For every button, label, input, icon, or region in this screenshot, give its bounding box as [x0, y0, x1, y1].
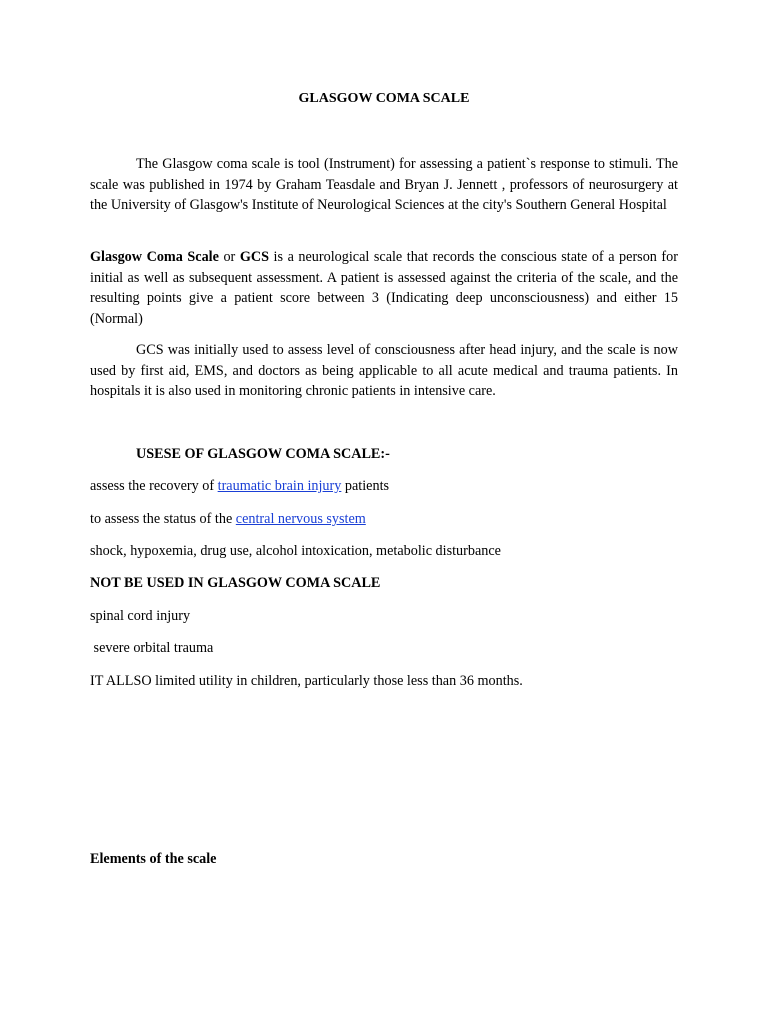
not-used-heading: NOT BE USED IN GLASGOW COMA SCALE: [90, 575, 381, 591]
uses-item-3: shock, hypoxemia, drug use, alcohol intoxication, metabolic disturbance: [90, 543, 501, 559]
uses-item-1-suffix: patients: [341, 478, 390, 494]
uses-item-1: [90, 476, 690, 497]
gcs-definition-text: is a neurological scale that records the conscious state of a person for initial as well as subsequent assessment. A patient is assessed against the criteria of the scale, and the resulting points give a patient score between 3 (Indicating deep unconsciousness) and either 15 (Normal): [90, 249, 678, 327]
term-connector: or: [218, 249, 240, 265]
elements-heading: Elements of the scale: [90, 851, 217, 867]
gcs-definition-paragraph: [90, 247, 678, 329]
not-used-item-3: IT ALLSO limited utility in children, particularly those less than 36 months.: [90, 673, 523, 689]
uses-item-1-prefix: assess the recovery of: [90, 478, 218, 494]
page-title: GLASGOW COMA SCALE: [298, 91, 470, 106]
intro-paragraph: The Glasgow coma scale is tool (Instrument) for assessing a patient`s response to stimuli. The scale was published in 1974 by Graham Teasdale and Bryan J. Jennett , professors of neurosurgery at the University of Glasgow's Institute of Neurological Sciences at the city's Southern General Hospital: [90, 156, 678, 213]
term-gcs: GCS: [239, 249, 269, 265]
not-used-item-1: spinal cord injury: [90, 608, 191, 624]
uses-item-2: [90, 509, 690, 530]
traumatic-brain-injury-link[interactable]: traumatic brain injury: [217, 478, 342, 494]
uses-heading: USESE OF GLASGOW COMA SCALE:-: [136, 446, 390, 462]
central-nervous-system-link[interactable]: central nervous system: [235, 511, 366, 527]
term-glasgow-coma-scale: Glasgow Coma Scale: [90, 249, 219, 265]
uses-item-2-prefix: to assess the status of the: [90, 511, 236, 527]
usage-paragraph: GCS was initially used to assess level of consciousness after head injury, and the scale is now used by first aid, EMS, and doctors as being applicable to all acute medical and trauma patients. In hospitals it is also used in monitoring chronic patients in intensive care.: [90, 342, 678, 399]
not-used-item-2: severe orbital trauma: [90, 640, 214, 656]
